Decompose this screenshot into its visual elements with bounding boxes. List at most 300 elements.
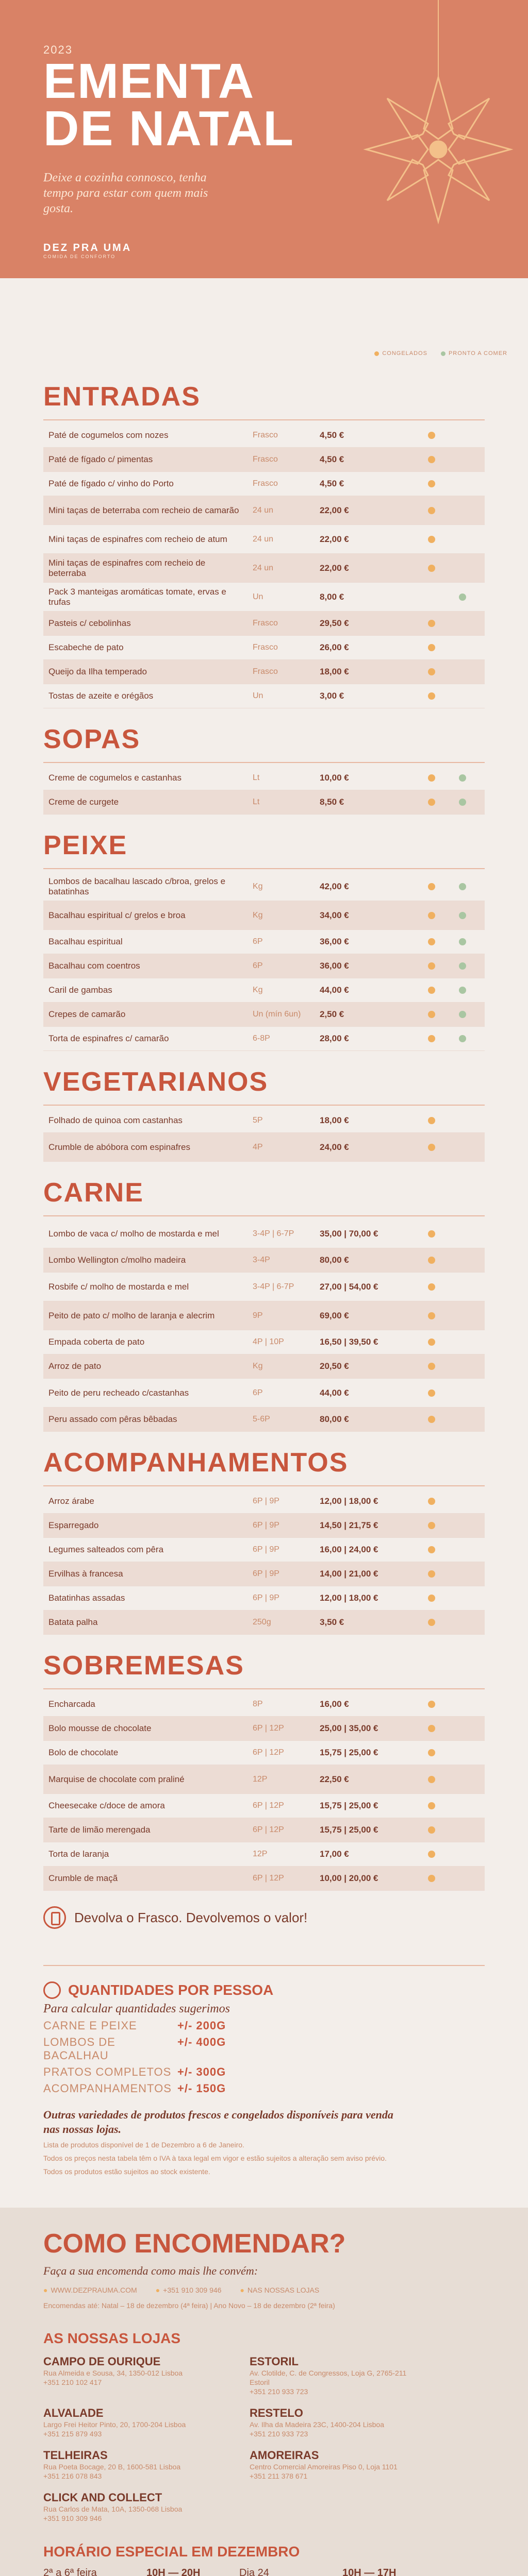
menu-item-row — [43, 1003, 485, 1027]
item-price: 35,00 | 70,00 € — [320, 1228, 378, 1239]
menu-item-row — [43, 872, 485, 901]
item-unit: Frasco — [253, 479, 278, 488]
frozen-dot-icon — [428, 1725, 435, 1732]
item-name: Bacalhau espiritual c/ grelos e broa — [48, 910, 186, 920]
item-name: Batatinhas assadas — [48, 1593, 125, 1603]
item-availability — [418, 496, 485, 524]
item-availability — [418, 612, 485, 635]
item-availability — [418, 872, 485, 901]
menu-item-row — [43, 1379, 485, 1408]
store-card — [43, 2355, 219, 2396]
menu-section — [0, 381, 528, 708]
store-phone[interactable]: +351 211 378 671 — [250, 2472, 308, 2480]
item-unit: 6P | 12P — [253, 1748, 284, 1757]
item-name: Batata palha — [48, 1617, 98, 1627]
item-price: 15,75 | 25,00 € — [320, 1801, 378, 1810]
section-title: SOBREMESAS — [43, 1651, 244, 1681]
item-name: Rosbife c/ molho de mostarda e mel — [48, 1281, 189, 1292]
frozen-dot-icon — [428, 883, 435, 890]
legend-item-ready: PRONTO A COMER — [441, 350, 507, 357]
item-unit: 8P — [253, 1700, 263, 1708]
item-availability — [418, 1354, 485, 1378]
menu-item-row — [43, 1842, 485, 1867]
item-availability — [418, 930, 485, 954]
item-unit: 5P — [253, 1116, 263, 1125]
frozen-dot-icon — [428, 1875, 435, 1882]
item-name: Bolo de chocolate — [48, 1748, 119, 1757]
item-name: Torta de espinafres c/ camarão — [48, 1033, 169, 1043]
item-availability — [418, 1133, 485, 1161]
item-availability — [418, 1717, 485, 1740]
item-availability — [418, 790, 485, 814]
item-name: Bacalhau com coentros — [48, 961, 140, 971]
item-unit: 24 un — [253, 563, 274, 572]
store-address: Rua Poeta Bocage, 20 B, 1600-581 Lisboa — [43, 2463, 181, 2471]
item-availability — [418, 1538, 485, 1562]
store-phone[interactable]: +351 216 078 843 — [43, 2472, 102, 2480]
menu-item-row — [43, 930, 485, 954]
section-divider — [43, 1485, 485, 1486]
quantity-row — [43, 2082, 260, 2095]
quantity-label: LOMBOS DE BACALHAU — [43, 2036, 116, 2062]
menu-item-row — [43, 1330, 485, 1354]
title-line-2: DE NATAL — [43, 101, 295, 156]
item-price: 16,50 | 39,50 € — [320, 1337, 378, 1347]
store-address: Largo Frei Heitor Pinto, 20, 1700-204 Lisboa — [43, 2420, 186, 2429]
item-price: 18,00 € — [320, 667, 349, 676]
item-availability — [418, 1301, 485, 1330]
menu-item-row — [43, 1692, 485, 1717]
people-icon — [43, 1981, 61, 1999]
item-price: 29,50 € — [320, 618, 349, 628]
item-unit: 9P — [253, 1311, 263, 1320]
store-name: AMOREIRAS — [250, 2449, 319, 2462]
frozen-dot-icon — [428, 1257, 435, 1264]
item-unit: 6P — [253, 1388, 263, 1397]
item-price: 2,50 € — [320, 1009, 344, 1019]
item-name: Torta de laranja — [48, 1849, 109, 1859]
item-price: 28,00 € — [320, 1033, 349, 1043]
item-price: 8,00 € — [320, 591, 344, 602]
item-name: Peru assado com pêras bêbadas — [48, 1414, 177, 1424]
item-name: Paté de cogumelos com nozes — [48, 430, 169, 440]
item-availability — [418, 423, 485, 447]
section-divider — [43, 419, 485, 420]
item-availability — [418, 554, 485, 582]
item-unit: 6P | 12P — [253, 1825, 284, 1834]
quantity-value: +/- 400G — [177, 2036, 226, 2048]
item-unit: 3-4P | 6-7P — [253, 1282, 294, 1291]
item-availability — [418, 1248, 485, 1272]
item-unit: Un — [253, 691, 263, 700]
section-title: ENTRADAS — [43, 382, 201, 412]
item-availability — [418, 954, 485, 978]
quantity-label: ACOMPANHAMENTOS — [43, 2082, 172, 2095]
item-availability — [418, 1379, 485, 1407]
item-unit: 24 un — [253, 505, 274, 515]
frozen-dot-icon — [428, 644, 435, 651]
frozen-dot-icon — [428, 668, 435, 675]
item-unit: Un (mín 6un) — [253, 1010, 301, 1019]
item-unit: 6P | 12P — [253, 1874, 284, 1883]
item-availability — [418, 684, 485, 708]
hours-value: 10H — 17H — [342, 2567, 397, 2576]
contact-options — [43, 2286, 485, 2294]
menu-item-row — [43, 660, 485, 684]
item-name: Crumble de abóbora com espinafres — [48, 1142, 190, 1152]
ready-dot-icon — [459, 883, 466, 890]
item-price: 22,00 € — [320, 505, 349, 515]
quantity-value: +/- 200G — [177, 2019, 226, 2032]
frozen-dot-icon — [428, 480, 435, 487]
item-price: 22,50 € — [320, 1774, 349, 1784]
item-price: 3,50 € — [320, 1617, 344, 1627]
item-unit: Kg — [253, 882, 263, 891]
item-name: Queijo da Ilha temperado — [48, 667, 147, 676]
menu-item-row — [43, 1818, 485, 1842]
item-availability — [418, 1586, 485, 1610]
menu-item-row — [43, 766, 485, 790]
item-name: Cheesecake c/doce de amora — [48, 1801, 165, 1810]
hero-banner — [0, 0, 528, 278]
legend — [374, 350, 507, 357]
store-card — [250, 2406, 425, 2438]
item-unit: Frasco — [253, 455, 278, 464]
item-availability — [418, 525, 485, 553]
item-unit: 6P | 9P — [253, 1521, 279, 1530]
item-price: 80,00 € — [320, 1255, 349, 1265]
legend-band — [0, 278, 528, 366]
item-price: 42,00 € — [320, 881, 349, 891]
menu-item-row — [43, 496, 485, 525]
menu-item-row — [43, 901, 485, 930]
item-availability — [418, 1489, 485, 1513]
item-availability — [418, 1027, 485, 1050]
item-price: 69,00 € — [320, 1310, 349, 1320]
frozen-dot-icon — [428, 1389, 435, 1397]
menu-item-row — [43, 472, 485, 496]
section-title: PEIXE — [43, 831, 128, 860]
item-availability — [418, 1003, 485, 1026]
stores-link: ● NAS NOSSAS LOJAS — [240, 2286, 319, 2294]
logo-subtext: COMIDA DE CONFORTO — [43, 254, 116, 259]
frozen-dot-icon — [428, 507, 435, 514]
store-address: Rua Almeida e Sousa, 34, 1350-012 Lisboa — [43, 2369, 183, 2377]
menu-item-row — [43, 1408, 485, 1432]
item-name: Arroz de pato — [48, 1361, 102, 1371]
frozen-dot-icon — [428, 536, 435, 543]
order-deadlines: Encomendas até: Natal – 18 de dezembro (4ª feira) | Ano Novo – 18 de dezembro (2ª feira) — [43, 2301, 335, 2310]
menu-item-row — [43, 1794, 485, 1818]
item-price: 8,50 € — [320, 797, 344, 807]
menu-item-row — [43, 790, 485, 815]
item-price: 22,00 € — [320, 563, 349, 573]
item-availability — [418, 1842, 485, 1866]
item-name: Lombo de vaca c/ molho de mostarda e mel — [48, 1228, 219, 1239]
menu-item-row — [43, 1717, 485, 1741]
menu-item-row — [43, 1027, 485, 1051]
item-price: 20,50 € — [320, 1361, 349, 1371]
jar-icon — [43, 1906, 66, 1929]
frozen-dot-icon — [428, 565, 435, 572]
quantities-list — [43, 2019, 485, 2095]
item-name: Paté de fígado c/ pimentas — [48, 454, 153, 464]
item-price: 18,00 € — [320, 1115, 349, 1125]
item-price: 80,00 € — [320, 1414, 349, 1424]
item-price: 26,00 € — [320, 642, 349, 652]
return-jar-note — [0, 1891, 528, 1944]
item-name: Peito de peru recheado c/castanhas — [48, 1387, 189, 1398]
frozen-dot-icon — [428, 432, 435, 439]
item-availability — [418, 1330, 485, 1354]
frozen-dot-icon — [428, 1619, 435, 1626]
availability-note: Lista de produtos disponível de 1 de Dezembro a 6 de Janeiro. — [43, 2141, 244, 2149]
item-unit: 6P | 12P — [253, 1801, 284, 1810]
store-name: ALVALADE — [43, 2406, 104, 2419]
item-unit: Un — [253, 592, 263, 601]
item-name: Crumble de maçã — [48, 1873, 118, 1883]
menu-item-row — [43, 612, 485, 636]
item-unit: 12P — [253, 1850, 268, 1858]
menu-section — [0, 1066, 528, 1162]
item-unit: Kg — [253, 1362, 263, 1370]
hours-section — [43, 2544, 485, 2576]
store-phone[interactable]: +351 210 933 723 — [250, 2430, 308, 2438]
item-availability — [418, 1219, 485, 1248]
item-availability — [418, 583, 485, 611]
item-price: 22,00 € — [320, 534, 349, 544]
item-name: Encharcada — [48, 1699, 95, 1709]
frozen-dot-icon — [428, 1595, 435, 1602]
quantity-value: +/- 300G — [177, 2065, 226, 2078]
menu-item-row — [43, 554, 485, 583]
ready-dot-icon — [459, 1035, 466, 1042]
stores-title: AS NOSSAS LOJAS — [43, 2330, 181, 2346]
store-phone[interactable]: +351 215 879 493 — [43, 2430, 102, 2438]
item-unit: 250g — [253, 1618, 271, 1626]
store-name: ESTORIL — [250, 2355, 299, 2368]
quantity-row — [43, 2036, 260, 2062]
store-address: Centro Comercial Amoreiras Piso 0, Loja 1101 — [250, 2463, 398, 2471]
menu-item-row — [43, 583, 485, 612]
item-unit: 4P — [253, 1142, 263, 1151]
store-phone[interactable]: +351 210 933 723 — [250, 2387, 308, 2396]
menu-item-row — [43, 636, 485, 660]
hours-label: Dia 24 — [239, 2567, 269, 2576]
item-name: Tostas de azeite e orégãos — [48, 691, 154, 701]
item-availability — [418, 1818, 485, 1842]
store-card — [250, 2449, 425, 2481]
ordering-subtitle: Faça a sua encomenda como mais lhe convém: — [43, 2264, 258, 2277]
menu-item-row — [43, 1301, 485, 1330]
other-products-note: Outras variedades de produtos frescos e congelados disponíveis para venda nas nossas lojas. — [43, 2108, 393, 2136]
ready-dot-icon — [459, 1011, 466, 1018]
item-name: Pack 3 manteigas aromáticas tomate, ervas e trufas — [48, 586, 226, 607]
ready-dot-icon — [459, 799, 466, 806]
item-availability — [418, 1794, 485, 1818]
phone-link[interactable]: ● +351 910 309 946 — [156, 2286, 222, 2294]
item-name: Esparregado — [48, 1520, 99, 1530]
frozen-dot-icon — [428, 1498, 435, 1505]
frozen-dot-icon — [428, 1338, 435, 1346]
item-name: Marquise de chocolate com praliné — [48, 1774, 185, 1784]
section-divider — [43, 1688, 485, 1689]
ready-dot-icon — [459, 938, 466, 945]
section-title: ACOMPANHAMENTOS — [43, 1448, 349, 1478]
page-title — [43, 54, 295, 156]
section-divider — [43, 868, 485, 869]
store-name: RESTELO — [250, 2406, 303, 2419]
item-unit: 6P | 9P — [253, 1497, 279, 1505]
store-phone[interactable]: +351 210 102 417 — [43, 2378, 102, 2386]
hero-subtitle: Deixe a cozinha connosco, tenha tempo para estar com quem mais gosta. — [43, 171, 208, 215]
menu-section — [0, 1447, 528, 1635]
ready-dot-icon — [459, 594, 466, 601]
section-divider — [43, 762, 485, 763]
menu-section — [0, 1650, 528, 1891]
item-unit: 6-8P — [253, 1034, 270, 1043]
quantities-section — [43, 1965, 485, 2177]
stores-section — [43, 2330, 485, 2523]
menu-item-row — [43, 954, 485, 978]
item-name: Pasteis c/ cebolinhas — [48, 618, 131, 628]
hours-value: 10H — 20H — [146, 2567, 201, 2576]
quantity-label: CARNE E PEIXE — [43, 2019, 137, 2032]
store-card — [43, 2449, 219, 2481]
frozen-dot-icon — [428, 1312, 435, 1319]
store-phone[interactable]: +351 910 309 946 — [43, 2514, 102, 2522]
item-unit: 6P | 9P — [253, 1545, 279, 1554]
hours-title: HORÁRIO ESPECIAL EM DEZEMBRO — [43, 2544, 300, 2560]
menu-section — [0, 830, 528, 1051]
item-unit: 5-6P — [253, 1415, 270, 1423]
item-price: 25,00 | 35,00 € — [320, 1723, 378, 1733]
ready-dot-icon — [459, 912, 466, 919]
website-link[interactable]: ● WWW.DEZPRAUMA.COM — [43, 2286, 137, 2294]
item-name: Mini taças de espinafres com recheio de atum — [48, 534, 227, 544]
menu-item-row — [43, 1489, 485, 1514]
frozen-dot-icon — [428, 1144, 435, 1151]
item-availability — [418, 1562, 485, 1586]
item-unit: 6P | 12P — [253, 1724, 284, 1733]
section-divider — [43, 1215, 485, 1216]
frozen-dot-icon — [428, 1363, 435, 1370]
quantity-row — [43, 2065, 260, 2079]
item-availability — [418, 1514, 485, 1537]
menu-item-row — [43, 1611, 485, 1635]
frozen-dot-icon — [374, 351, 379, 356]
item-price: 10,00 | 20,00 € — [320, 1873, 378, 1883]
item-name: Folhado de quinoa com castanhas — [48, 1115, 183, 1125]
item-price: 16,00 € — [320, 1699, 349, 1709]
item-price: 15,75 | 25,00 € — [320, 1748, 378, 1757]
item-availability — [418, 472, 485, 496]
item-availability — [418, 660, 485, 684]
menu-item-row — [43, 978, 485, 1003]
menu-item-row — [43, 448, 485, 472]
item-name: Crepes de camarão — [48, 1009, 126, 1019]
store-name: TELHEIRAS — [43, 2449, 108, 2462]
item-price: 3,00 € — [320, 691, 344, 701]
item-price: 10,00 € — [320, 773, 349, 783]
item-unit: Lt — [253, 798, 260, 806]
item-price: 14,50 | 21,75 € — [320, 1520, 378, 1530]
item-name: Paté de fígado c/ vinho do Porto — [48, 479, 174, 488]
menu-item-row — [43, 1109, 485, 1133]
menu-item-row — [43, 1867, 485, 1891]
frozen-dot-icon — [428, 1416, 435, 1423]
item-name: Escabeche de pato — [48, 642, 124, 652]
item-price: 17,00 € — [320, 1849, 349, 1859]
menu-item-row — [43, 1354, 485, 1379]
item-unit: Frasco — [253, 667, 278, 676]
item-price: 4,50 € — [320, 479, 344, 488]
item-unit: 3-4P — [253, 1256, 270, 1264]
item-unit: Kg — [253, 986, 263, 994]
menu-item-row — [43, 1219, 485, 1248]
item-price: 12,00 | 18,00 € — [320, 1593, 378, 1603]
item-unit: Frasco — [253, 643, 278, 652]
hours-grid — [43, 2567, 485, 2576]
frozen-dot-icon — [428, 1851, 435, 1858]
frozen-dot-icon — [428, 1802, 435, 1809]
frozen-dot-icon — [428, 799, 435, 806]
frozen-dot-icon — [428, 1776, 435, 1783]
frozen-dot-icon — [428, 1011, 435, 1018]
item-price: 44,00 € — [320, 985, 349, 995]
store-card — [250, 2355, 425, 2396]
menu-item-row — [43, 1273, 485, 1301]
item-name: Creme de curgete — [48, 797, 119, 807]
stores-grid — [43, 2355, 485, 2523]
frozen-dot-icon — [428, 912, 435, 919]
item-unit: 6P — [253, 961, 263, 970]
frozen-dot-icon — [428, 1826, 435, 1834]
item-name: Mini taças de beterraba com recheio de camarão — [48, 505, 239, 515]
item-price: 16,00 | 24,00 € — [320, 1545, 378, 1554]
item-availability — [418, 636, 485, 659]
frozen-dot-icon — [428, 1749, 435, 1756]
item-availability — [418, 1109, 485, 1132]
legend-item-frozen: CONGELADOS — [374, 350, 427, 357]
menu-item-row — [43, 1133, 485, 1162]
menu-item-row — [43, 1538, 485, 1562]
item-name: Mini taças de espinafres com recheio de beterraba — [48, 557, 206, 578]
menu-item-row — [43, 1248, 485, 1273]
brand-logo — [43, 242, 131, 259]
item-name: Ervilhas à francesa — [48, 1569, 123, 1579]
frozen-dot-icon — [428, 1701, 435, 1708]
ordering-section — [0, 2208, 528, 2576]
item-price: 24,00 € — [320, 1142, 349, 1152]
quantities-subtitle: Para calcular quantidades sugerimos — [43, 2002, 230, 2015]
frozen-dot-icon — [428, 456, 435, 463]
store-name: CAMPO DE OURIQUE — [43, 2355, 161, 2368]
frozen-dot-icon — [428, 962, 435, 970]
store-address: Rua Carlos de Mata, 10A, 1350-068 Lisboa — [43, 2505, 183, 2513]
item-price: 15,75 | 25,00 € — [320, 1825, 378, 1835]
frozen-dot-icon — [428, 987, 435, 994]
quantity-value: +/- 150G — [177, 2082, 226, 2095]
frozen-dot-icon — [428, 692, 435, 700]
item-unit: Kg — [253, 910, 263, 920]
store-card — [43, 2491, 219, 2523]
item-name: Tarte de limão merengada — [48, 1825, 151, 1835]
menu-item-row — [43, 1586, 485, 1611]
ordering-title: COMO ENCOMENDAR? — [43, 2229, 346, 2259]
item-name: Creme de cogumelos e castanhas — [48, 773, 182, 783]
item-unit: Frasco — [253, 619, 278, 628]
